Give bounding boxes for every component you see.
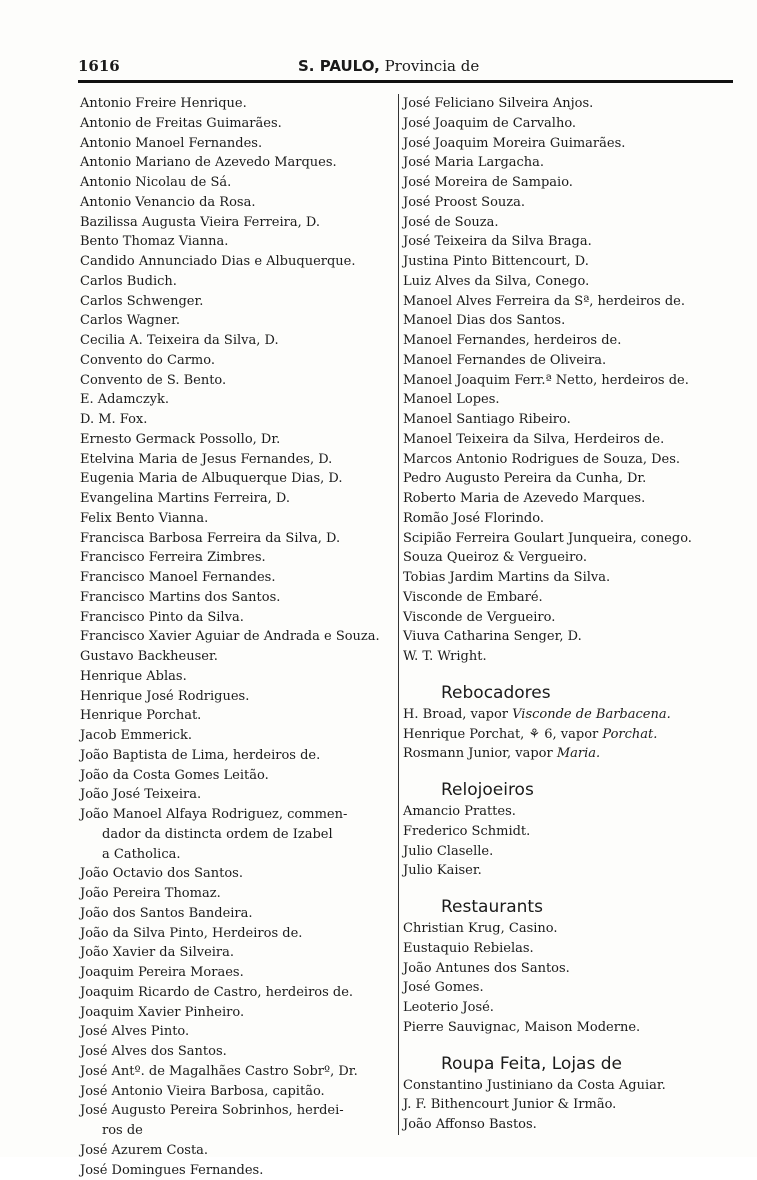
- list-item: Viuva Catharina Senger, D.: [403, 627, 743, 647]
- list-item: D. M. Fox.: [80, 410, 398, 430]
- header-rule: [78, 80, 733, 83]
- list-item: Gustavo Backheuser.: [80, 647, 398, 667]
- owner-text: H. Broad, vapor: [403, 707, 512, 722]
- list-item: Leoterio José.: [403, 998, 743, 1018]
- owner-text: Henrique Porchat, ⚘ 6, vapor: [403, 727, 602, 742]
- list-item: Pierre Sauvignac, Maison Moderne.: [403, 1018, 743, 1038]
- list-item: [403, 725, 743, 745]
- list-item: Manoel Santiago Ribeiro.: [403, 410, 743, 430]
- vessel-name: Visconde de Barbacena.: [512, 707, 671, 722]
- list-item: Bazilissa Augusta Vieira Ferreira, D.: [80, 213, 398, 233]
- running-title: [298, 57, 479, 75]
- list-item: Scipião Ferreira Goulart Junqueira, conego.: [403, 529, 743, 549]
- list-item: Souza Queiroz & Vergueiro.: [403, 548, 743, 568]
- list-item: Antonio Freire Henrique.: [80, 94, 398, 114]
- list-item: Constantino Justiniano da Costa Aguiar.: [403, 1076, 743, 1096]
- list-item: Jacob Emmerick.: [80, 726, 398, 746]
- list-item: Manoel Lopes.: [403, 390, 743, 410]
- title-rest: Provincia de: [380, 57, 479, 75]
- list-item: José Moreira de Sampaio.: [403, 173, 743, 193]
- section-heading: Restaurants: [403, 895, 743, 919]
- list-item: Amancio Prattes.: [403, 802, 743, 822]
- list-item: Convento de S. Bento.: [80, 371, 398, 391]
- list-item: a Catholica.: [80, 845, 398, 865]
- list-item: José Proost Souza.: [403, 193, 743, 213]
- list-item: Visconde de Vergueiro.: [403, 608, 743, 628]
- list-item: Manoel Teixeira da Silva, Herdeiros de.: [403, 430, 743, 450]
- right-column: [398, 94, 743, 1135]
- section-heading: Roupa Feita, Lojas de: [403, 1052, 743, 1076]
- list-item: João Octavio dos Santos.: [80, 864, 398, 884]
- list-item: Francisco Manoel Fernandes.: [80, 568, 398, 588]
- list-item: José Gomes.: [403, 978, 743, 998]
- list-item: José Feliciano Silveira Anjos.: [403, 94, 743, 114]
- list-item: José Joaquim de Carvalho.: [403, 114, 743, 134]
- list-item: Manoel Fernandes de Oliveira.: [403, 351, 743, 371]
- list-item: José Antº. de Magalhães Castro Sobrº, Dr.: [80, 1062, 398, 1082]
- list-item: [403, 705, 743, 725]
- list-item: José Augusto Pereira Sobrinhos, herdei-: [80, 1101, 398, 1121]
- section-heading: Rebocadores: [403, 681, 743, 705]
- list-item: [403, 744, 743, 764]
- list-item: João Xavier da Silveira.: [80, 943, 398, 963]
- list-item: Christian Krug, Casino.: [403, 919, 743, 939]
- list-item: João Manoel Alfaya Rodriguez, commen-: [80, 805, 398, 825]
- list-item: Manoel Dias dos Santos.: [403, 311, 743, 331]
- title-bold: S. PAULO,: [298, 57, 380, 75]
- list-item: Julio Kaiser.: [403, 861, 743, 881]
- list-item: José Joaquim Moreira Guimarães.: [403, 134, 743, 154]
- list-item: José Azurem Costa.: [80, 1141, 398, 1161]
- list-item: João Pereira Thomaz.: [80, 884, 398, 904]
- list-item: João dos Santos Bandeira.: [80, 904, 398, 924]
- list-item: José Teixeira da Silva Braga.: [403, 232, 743, 252]
- list-item: Francisco Xavier Aguiar de Andrada e Souza.: [80, 627, 398, 647]
- list-item: Henrique José Rodrigues.: [80, 687, 398, 707]
- list-item: Joaquim Ricardo de Castro, herdeiros de.: [80, 983, 398, 1003]
- list-item: Frederico Schmidt.: [403, 822, 743, 842]
- list-item: Manoel Joaquim Ferr.ª Netto, herdeiros de.: [403, 371, 743, 391]
- list-item: Tobias Jardim Martins da Silva.: [403, 568, 743, 588]
- list-item: Ernesto Germack Possollo, Dr.: [80, 430, 398, 450]
- list-item: Antonio Manoel Fernandes.: [80, 134, 398, 154]
- list-item: dador da distincta ordem de Izabel: [80, 825, 398, 845]
- list-item: Etelvina Maria de Jesus Fernandes, D.: [80, 450, 398, 470]
- list-item: Francisca Barbosa Ferreira da Silva, D.: [80, 529, 398, 549]
- list-item: Carlos Budich.: [80, 272, 398, 292]
- list-item: Manoel Fernandes, herdeiros de.: [403, 331, 743, 351]
- page-header: [78, 57, 727, 79]
- list-item: Marcos Antonio Rodrigues de Souza, Des.: [403, 450, 743, 470]
- list-item: Manoel Alves Ferreira da Sª, herdeiros de.: [403, 292, 743, 312]
- page-number: 1616: [78, 57, 120, 75]
- list-item: Pedro Augusto Pereira da Cunha, Dr.: [403, 469, 743, 489]
- list-item: Eugenia Maria de Albuquerque Dias, D.: [80, 469, 398, 489]
- list-item: J. F. Bithencourt Junior & Irmão.: [403, 1095, 743, 1115]
- list-item: Francisco Martins dos Santos.: [80, 588, 398, 608]
- list-item: José Antonio Vieira Barbosa, capitão.: [80, 1082, 398, 1102]
- list-item: João da Silva Pinto, Herdeiros de.: [80, 924, 398, 944]
- list-item: Antonio de Freitas Guimarães.: [80, 114, 398, 134]
- list-item: W. T. Wright.: [403, 647, 743, 667]
- list-item: Henrique Porchat.: [80, 706, 398, 726]
- list-item: José de Souza.: [403, 213, 743, 233]
- vessel-name: Porchat.: [602, 727, 657, 742]
- list-item: Roberto Maria de Azevedo Marques.: [403, 489, 743, 509]
- vessel-name: Maria.: [557, 746, 600, 761]
- list-item: Joaquim Pereira Moraes.: [80, 963, 398, 983]
- list-item: Cecilia A. Teixeira da Silva, D.: [80, 331, 398, 351]
- list-item: Carlos Wagner.: [80, 311, 398, 331]
- list-item: Carlos Schwenger.: [80, 292, 398, 312]
- section-heading: Relojoeiros: [403, 778, 743, 802]
- list-item: Francisco Ferreira Zimbres.: [80, 548, 398, 568]
- list-item: Romão José Florindo.: [403, 509, 743, 529]
- list-item: Bento Thomaz Vianna.: [80, 232, 398, 252]
- list-item: Convento do Carmo.: [80, 351, 398, 371]
- list-item: ros de: [80, 1121, 398, 1141]
- list-item: Antonio Mariano de Azevedo Marques.: [80, 153, 398, 173]
- list-item: João José Teixeira.: [80, 785, 398, 805]
- list-item: João da Costa Gomes Leitão.: [80, 766, 398, 786]
- list-item: Antonio Venancio da Rosa.: [80, 193, 398, 213]
- list-item: João Affonso Bastos.: [403, 1115, 743, 1135]
- list-item: Henrique Ablas.: [80, 667, 398, 687]
- list-item: Felix Bento Vianna.: [80, 509, 398, 529]
- list-item: José Alves Pinto.: [80, 1022, 398, 1042]
- list-item: Joaquim Xavier Pinheiro.: [80, 1003, 398, 1023]
- left-column: [80, 94, 398, 1180]
- list-item: José Domingues Fernandes.: [80, 1161, 398, 1180]
- list-item: Visconde de Embaré.: [403, 588, 743, 608]
- list-item: Eustaquio Rebielas.: [403, 939, 743, 959]
- list-item: Julio Claselle.: [403, 842, 743, 862]
- list-item: Francisco Pinto da Silva.: [80, 608, 398, 628]
- list-item: Candido Annunciado Dias e Albuquerque.: [80, 252, 398, 272]
- list-item: Antonio Nicolau de Sá.: [80, 173, 398, 193]
- list-item: José Maria Largacha.: [403, 153, 743, 173]
- list-item: Evangelina Martins Ferreira, D.: [80, 489, 398, 509]
- owner-text: Rosmann Junior, vapor: [403, 746, 557, 761]
- list-item: Luiz Alves da Silva, Conego.: [403, 272, 743, 292]
- list-item: João Antunes dos Santos.: [403, 959, 743, 979]
- list-item: José Alves dos Santos.: [80, 1042, 398, 1062]
- list-item: Justina Pinto Bittencourt, D.: [403, 252, 743, 272]
- list-item: João Baptista de Lima, herdeiros de.: [80, 746, 398, 766]
- list-item: E. Adamczyk.: [80, 390, 398, 410]
